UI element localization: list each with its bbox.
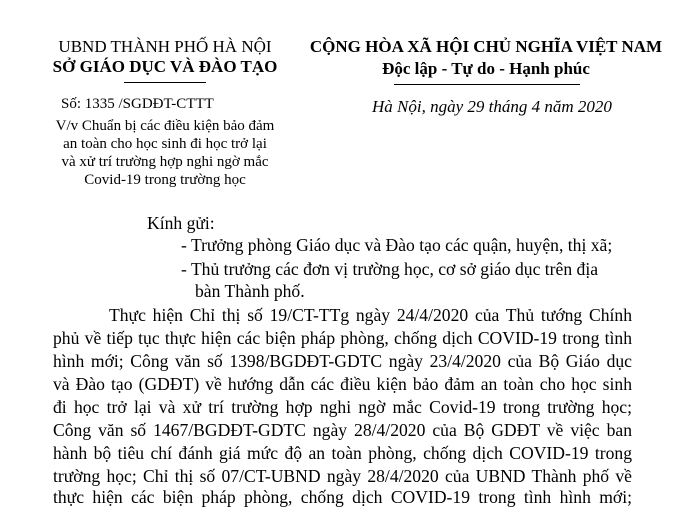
body-line: trường học; Chỉ thị số 07/CT-UBND ngày 28/4/2020 của UBND Thành phố về [53,466,632,486]
body-line: hành bộ tiêu chí đánh giá mức độ an toàn phòng, chống dịch COVID-19 trong [53,443,632,463]
national-motto: Độc lập - Tự do - Hạnh phúc [382,59,590,78]
body-line: phủ về tiếp tục thực hiện các biện pháp phòng, chống dịch COVID-19 trong tình [53,328,632,348]
body-line: đi học trở lại và xử trí trường hợp nghi ngờ mắc Covid-19 trong trường học; [53,397,632,417]
recipient-item-continuation: bàn Thành phố. [195,281,305,301]
recipient-item: - Thủ trưởng các đơn vị trường học, cơ sở giáo dục trên địa [181,259,599,279]
issuing-department: SỞ GIÁO DỤC VÀ ĐÀO TẠO [52,57,278,76]
issuing-authority: UBND THÀNH PHỐ HÀ NỘI [58,37,272,56]
body-line: và Đào tạo (GDĐT) về hướng dẫn các điều kiện bảo đảm an toàn cho học sinh [53,374,632,394]
recipient-item: - Trưởng phòng Giáo dục và Đào tạo các quận, huyện, thị xã; [181,235,613,255]
body-line: thực hiện các biện pháp phòng, chống dịch COVID-19 trong tình hình mới; [53,487,632,507]
body-line: hình mới; Công văn số 1398/BGDĐT-GDTC ngày 23/4/2020 của Bộ Giáo dục [53,351,632,371]
motto-underline [394,84,580,85]
national-title: CỘNG HÒA XÃ HỘI CHỦ NGHĨA VIỆT NAM [309,37,663,56]
recipients-label: Kính gửi: [147,213,215,233]
subject-line: an toàn cho học sinh đi học trở lại [63,136,267,152]
document-number: Số: 1335 /SGDĐT-CTTT [61,96,214,112]
subject-line: và xử trí trường hợp nghi ngờ mắc [61,154,269,170]
body-line: Công văn số 1467/BGDĐT-GDTC ngày 28/4/2020 của Bộ GDĐT về việc ban [53,420,632,440]
document-subject [40,117,290,189]
subject-line: V/v Chuẩn bị các điều kiện bảo đảm [55,118,275,134]
department-underline [124,82,206,83]
body-line: Thực hiện Chỉ thị số 19/CT-TTg ngày 24/4/2020 của Thủ tướng Chính [109,305,632,325]
subject-line: Covid-19 trong trường học [84,172,246,188]
place-and-date: Hà Nội, ngày 29 tháng 4 năm 2020 [372,97,612,116]
